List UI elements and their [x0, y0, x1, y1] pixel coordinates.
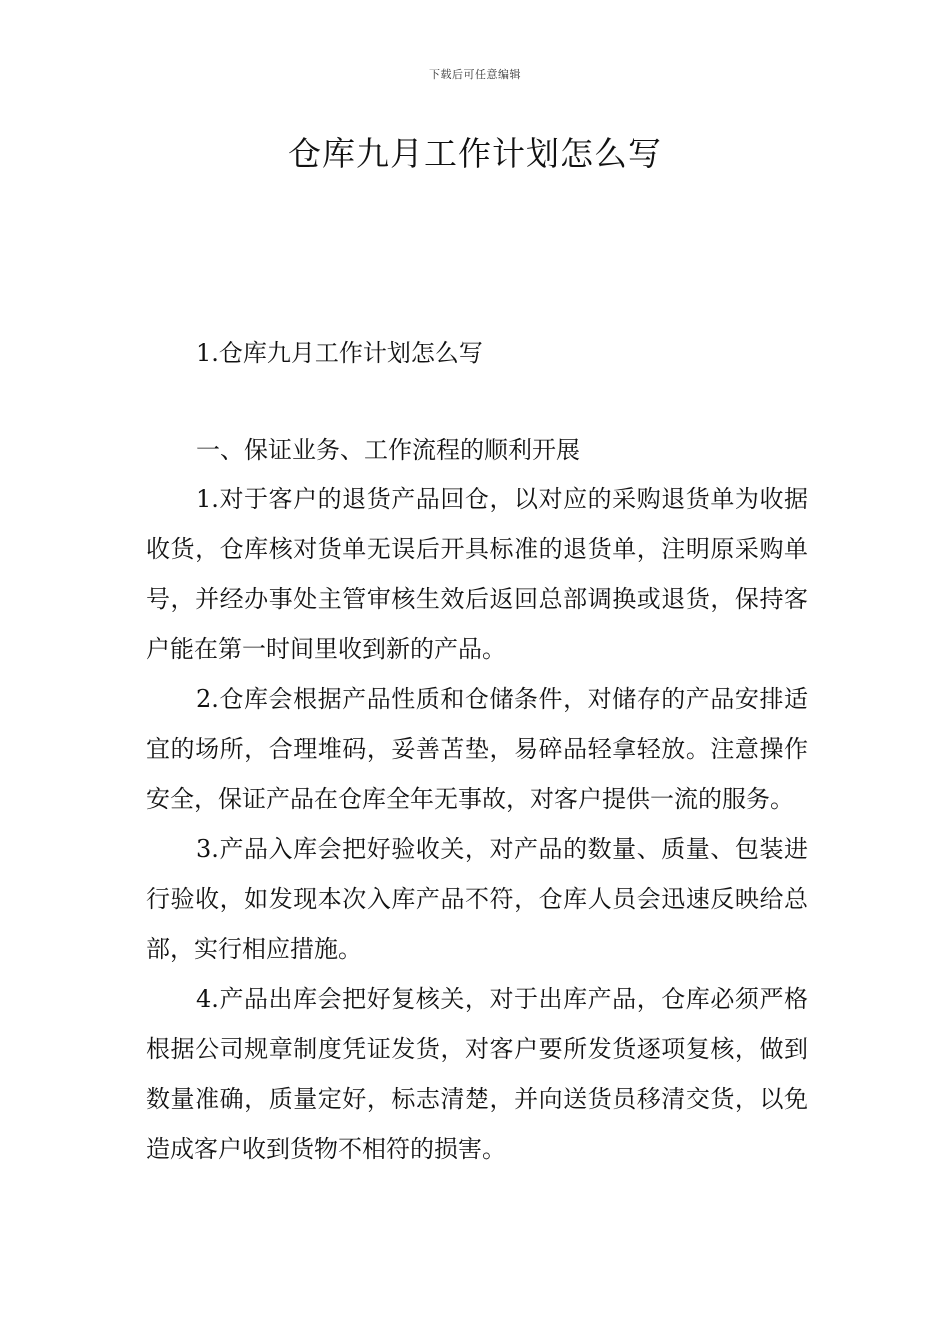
paragraph-3: 3.产品入库会把好验收关，对产品的数量、质量、包装进行验收，如发现本次入库产品不符，仓库人员会迅速反映给总部，实行相应措施。: [146, 835, 808, 963]
paragraph-1: 1.对于客户的退货产品回仓，以对应的采购退货单为收据收货，仓库核对货单无误后开具标准的退货单，注明原采购单号，并经办事处主管审核生效后返回总部调换或退货，保持客户能在第一时间里收到新的产品。: [146, 485, 808, 663]
header-note: 下载后可任意编辑: [429, 68, 521, 81]
document-title: 仓库九月工作计划怎么写: [288, 134, 662, 173]
paragraph-4: 4.产品出库会把好复核关，对于出库产品，仓库必须严格根据公司规章制度凭证发货，对客户要所发货逐项复核，做到数量准确，质量定好，标志清楚，并向送货员移清交货，以免造成客户收到货物不相符的损害。: [146, 985, 808, 1163]
section-heading: 1.仓库九月工作计划怎么写: [196, 339, 483, 367]
paragraph-2: 2.仓库会根据产品性质和仓储条件，对储存的产品安排适宜的场所，合理堆码，妥善苫垫，易碎品轻拿轻放。注意操作安全，保证产品在仓库全年无事故，对客户提供一流的服务。: [146, 685, 808, 813]
part-heading: 一、保证业务、工作流程的顺利开展: [196, 436, 580, 464]
paragraph-list: [146, 474, 808, 1174]
